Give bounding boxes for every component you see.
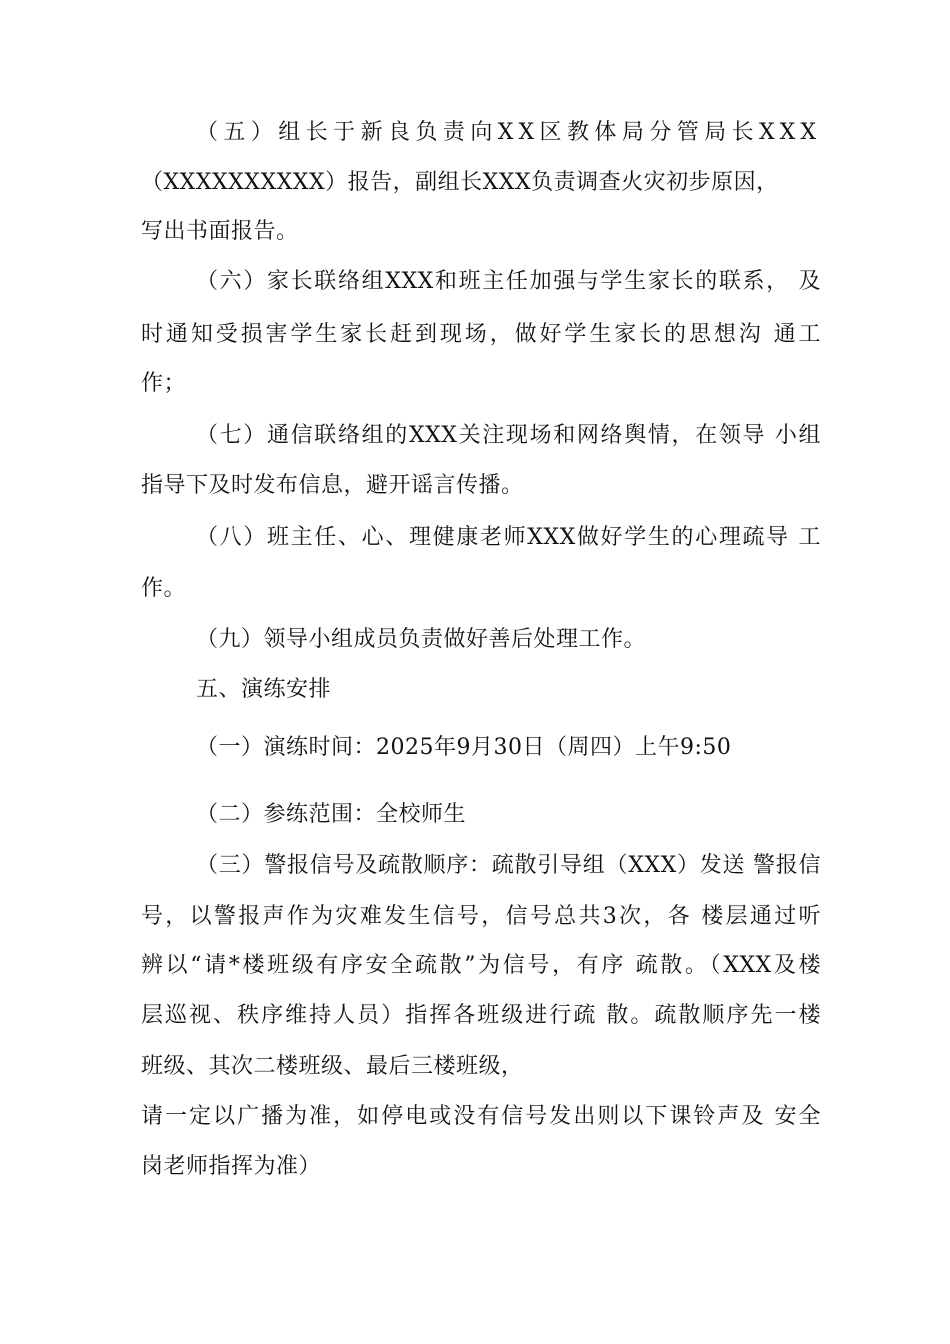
paragraph-6-line-1: （六）家长联络组XXX和班主任加强与学生家长的联系， 及 — [196, 269, 821, 294]
paragraph-9-line-1: （九）领导小组成员负责做好善后处理工作。 — [196, 627, 647, 652]
paragraph-5-line-3: 写出书面报告。 — [141, 219, 299, 244]
item-3-line-3: 辨以“请*楼班级有序安全疏散”为信号，有序 疏散。（XXX及楼 — [141, 953, 821, 978]
paragraph-7-line-2: 指导下及时发布信息，避开谣言传播。 — [141, 473, 524, 498]
item-2-line-1: （二）参练范围：全校师生 — [196, 802, 467, 827]
item-3-line-2: 号，以警报声作为灾难发生信号，信号总共3次，各 楼层通过听 — [141, 904, 821, 929]
item-3-line-6: 请一定以广播为准，如停电或没有信号发出则以下课铃声及 安全 — [141, 1104, 821, 1129]
item-3-line-7: 岗老师指挥为准） — [141, 1154, 322, 1179]
section-heading: 五、演练安排 — [196, 677, 332, 702]
paragraph-6-line-2: 时通知受损害学生家长赶到现场，做好学生家长的思想沟 通工 — [141, 322, 821, 347]
paragraph-8-line-1: （八）班主任、心、理健康老师XXX做好学生的心理疏导 工 — [196, 525, 821, 550]
item-3-line-1: （三）警报信号及疏散顺序：疏散引导组（XXX）发送 警报信 — [196, 853, 821, 878]
paragraph-7-line-1: （七）通信联络组的XXX关注现场和网络舆情，在领导 小组 — [196, 423, 821, 448]
paragraph-8-line-2: 作。 — [141, 576, 187, 601]
paragraph-6-line-3: 作； — [141, 371, 187, 396]
paragraph-5-line-2: （XXXXXXXXXX）报告，副组长XXX负责调查火灾初步原因， — [141, 170, 779, 195]
item-3-line-5: 班级、其次二楼班级、最后三楼班级， — [141, 1054, 524, 1079]
item-3-line-4: 层巡视、秩序维持人员）指挥各班级进行疏 散。疏散顺序先一楼 — [141, 1003, 821, 1028]
paragraph-5-line-1: （五）组长于新良负责向XX区教体局分管局长XXX — [196, 120, 821, 145]
item-1-line-1: （一）演练时间：2025年9月30日（周四）上午9:50 — [196, 735, 732, 760]
